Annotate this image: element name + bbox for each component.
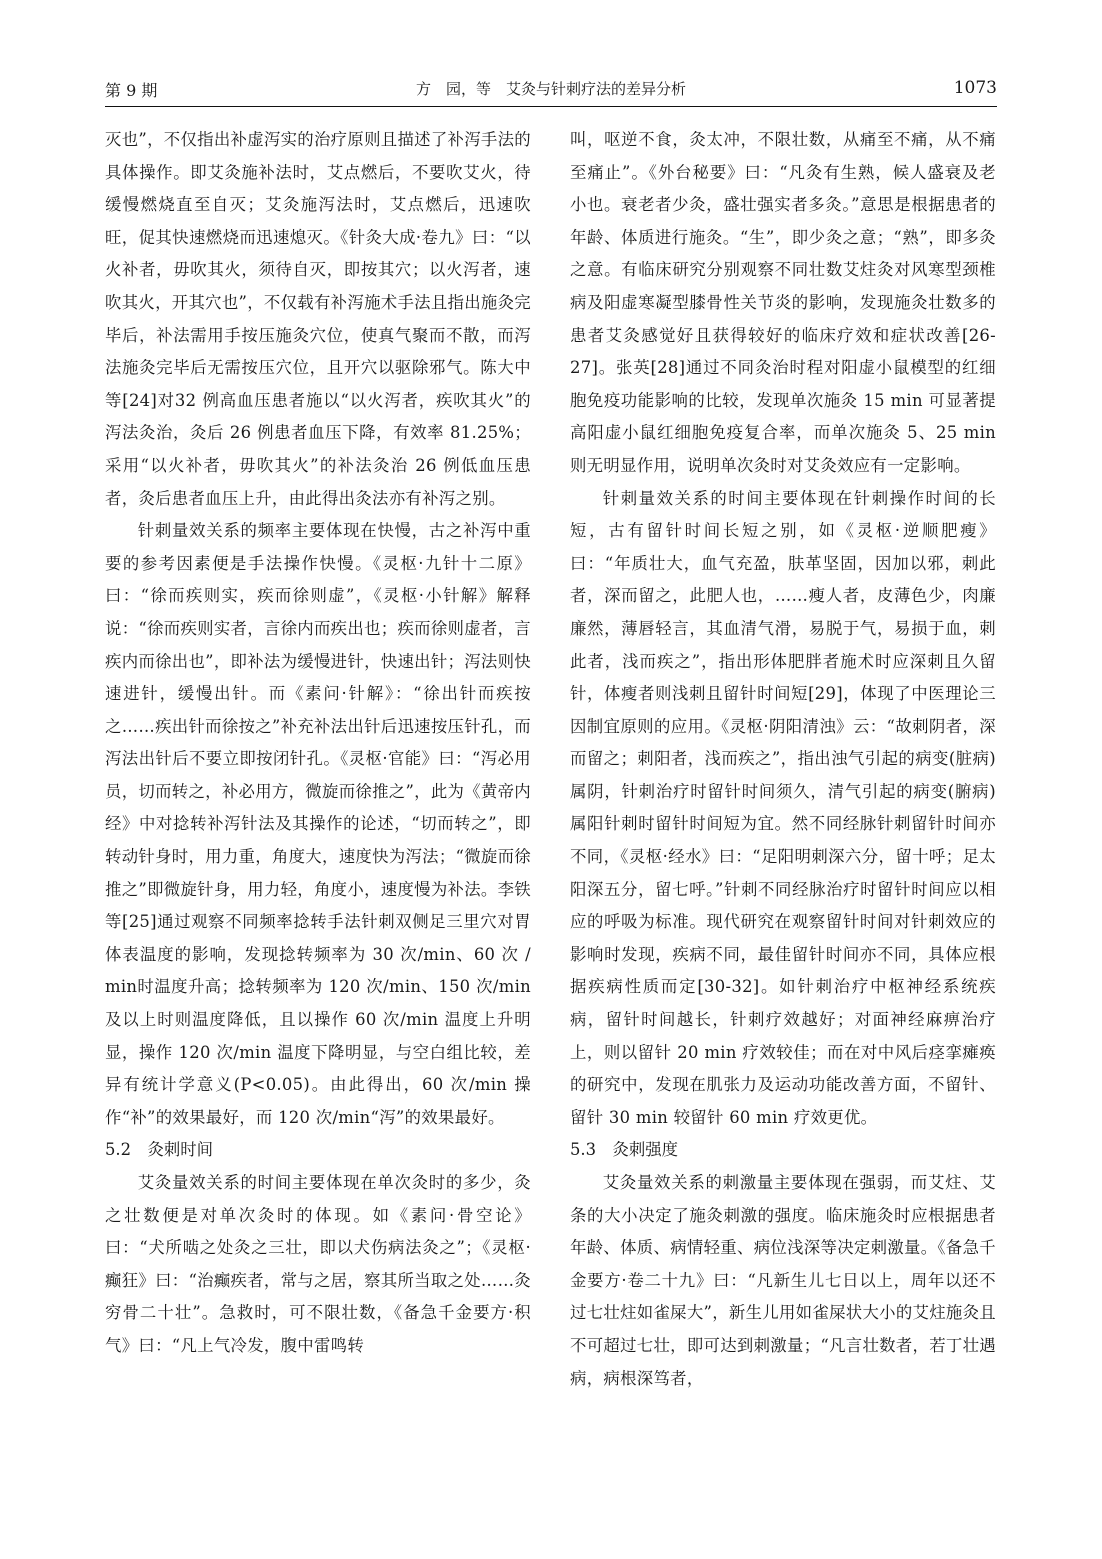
- running-title: 方 园，等 艾灸与针刺疗法的差异分析: [415, 80, 686, 98]
- paragraph: 艾灸量效关系的时间主要体现在单次灸时的多少，灸之壮数便是对单次灸时的体现。如《素问·骨空论》曰：“犬所啮之处灸之三壮，即以犬伤病法灸之”；《灵枢·癫狂》曰：“治癫疾者，常与之居，察其所当取之处……灸穷骨二十壮”。急救时，可不限壮数，《备急千金要方·积气》曰：“凡上气冷发，腹中雷鸣转: [105, 1173, 531, 1355]
- header-rule: [105, 106, 997, 107]
- paragraph: 灭也”，不仅指出补虚泻实的治疗原则且描述了补泻手法的具体操作。即艾灸施补法时，艾点燃后，不要吹艾火，待缓慢燃烧直至自灭；艾灸施泻法时，艾点燃后，迅速吹旺，促其快速燃烧而迅速熄灭。《针灸大成·卷九》曰：“以火补者，毋吹其火，须待自灭，即按其穴；以火泻者，速吹其火，开其穴也”，不仅载有补泻施术手法且指出施灸完毕后，补法需用手按压施灸穴位，使真气聚而不散，而泻法施灸完毕后无需按压穴位，且开穴以驱除邪气。陈大中等[24]对32 例高血压患者施以“以火泻者，疾吹其火”的泻法灸治，灸后 26 例患者血压下降，有效率 81.25%；采用“以火补者，毋吹其火”的补法灸治 26 例低血压患者，灸后患者血压上升，由此得出灸法亦有补泻之别。: [105, 130, 531, 508]
- paragraph: 艾灸量效关系的刺激量主要体现在强弱，而艾炷、艾条的大小决定了施灸刺激的强度。临床施灸时应根据患者年龄、体质、病情轻重、病位浅深等决定刺激量。《备急千金要方·卷二十九》曰：“凡新生儿七日以上，周年以还不过七壮炷如雀屎大”，新生儿用如雀屎状大小的艾炷施灸且不可超过七壮，即可达到刺激量；“凡言壮数者，若丁壮遇病，病根深笃者，: [570, 1173, 996, 1388]
- paragraph: 针刺量效关系的时间主要体现在针刺操作时间的长短，古有留针时间长短之别，如《灵枢·逆顺肥瘦》曰：“年质壮大，血气充盈，肤革坚固，因加以邪，刺此者，深而留之，此肥人也，……瘦人者，皮薄色少，肉廉廉然，薄唇轻言，其血清气滑，易脱于气，易损于血，刺此者，浅而疾之”，指出形体肥胖者施术时应深刺且久留针，体瘦者则浅刺且留针时间短[29]，体现了中医理论三因制宜原则的应用。《灵枢·阴阳清浊》云：“故刺阴者，深而留之；刺阳者，浅而疾之”，指出浊气引起的病变(脏病)属阴，针刺治疗时留针时间须久，清气引起的病变(腑病)属阳针刺时留针时间短为宜。然不同经脉针刺留针时间亦不同，《灵枢·经水》曰：“足阳明刺深六分，留十呼；足太阳深五分，留七呼。”针刺不同经脉治疗时留针时间应以相应的呼吸为标准。现代研究在观察留针时间对针刺效应的影响时发现，疾病不同，最佳留针时间亦不同，具体应根据疾病性质而定[30-32]。如针刺治疗中枢神经系统疾病，留针时间越长，针刺疗效越好；对面神经麻痹治疗上，则以留针 20 min 疗效较佳；而在对中风后痉挛瘫痪的研究中，发现在肌张力及运动功能改善方面，不留针、留针 30 min 较留针 60 min 疗效更优。: [570, 488, 996, 1127]
- paragraph: 针刺量效关系的频率主要体现在快慢，古之补泻中重要的参考因素便是手法操作快慢。《灵枢·九针十二原》曰：“徐而疾则实，疾而徐则虚”，《灵枢·小针解》解释说：“徐而疾则实者，言徐内而疾出也；疾而徐则虚者，言疾内而徐出也”，即补法为缓慢进针，快速出针；泻法则快速进针，缓慢出针。而《素问·针解》：“徐出针而疾按之……疾出针而徐按之”补充补法出针后迅速按压针孔，而泻法出针后不要立即按闭针孔。《灵枢·官能》曰：“泻必用员，切而转之，补必用方，微旋而徐推之”，此为《黄帝内经》中对捻转补泻针法及其操作的论述，“切而转之”，即转动针身时，用力重，角度大，速度快为泻法；“微旋而徐推之”即微旋针身，用力轻，角度小，速度慢为补法。李铁等[25]通过观察不同频率捻转手法针刺双侧足三里穴对胃体表温度的影响，发现捻转频率为 30 次/min、60 次 / min时温度升高；捻转频率为 120 次/min、150 次/min 及以上时则温度降低，且以操作 60 次/min 温度上升明显，操作 120 次/min 温度下降明显，与空白组比较，差异有统计学意义(P<0.05)。由此得出，60 次/min 操作“补”的效果最好，而 120 次/min“泻”的效果最好。: [105, 521, 531, 1127]
- section-heading: 5.2 灸刺时间: [105, 1140, 214, 1160]
- running-header: [105, 78, 997, 106]
- page-number: 1073: [953, 78, 997, 98]
- issue-number: 第 9 期: [105, 81, 158, 100]
- section-heading: 5.3 灸刺强度: [570, 1140, 679, 1160]
- left-column: [105, 124, 531, 1363]
- right-column: [570, 124, 996, 1395]
- paragraph: 叫，呕逆不食，灸太冲，不限壮数，从痛至不痛，从不痛至痛止”。《外台秘要》曰：“凡灸有生熟，候人盛衰及老小也。衰老者少灸，盛壮强实者多灸。”意思是根据患者的年龄、体质进行施灸。“生”，即少灸之意；“熟”，即多灸之意。有临床研究分别观察不同壮数艾炷灸对风寒型颈椎病及阳虚寒凝型膝骨性关节炎的影响，发现施灸壮数多的患者艾灸感觉好且获得较好的临床疗效和症状改善[26-27]。张英[28]通过不同灸治时程对阳虚小鼠模型的红细胞免疫功能影响的比较，发现单次施灸 15 min 可显著提高阳虚小鼠红细胞免疫复合率，而单次施灸 5、25 min 则无明显作用，说明单次灸时对艾灸效应有一定影响。: [570, 130, 996, 475]
